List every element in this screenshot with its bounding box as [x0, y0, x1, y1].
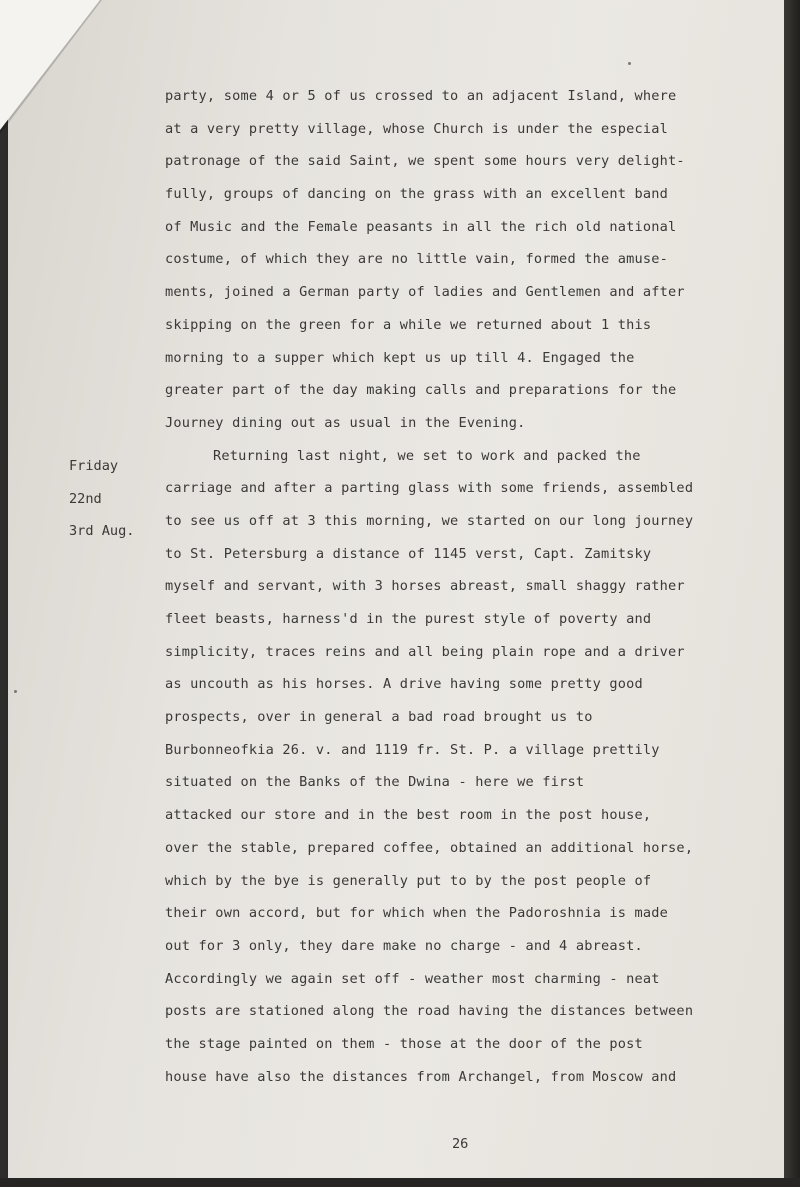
text-line: attacked our store and in the best room in the post house,	[165, 807, 652, 824]
text-line: patronage of the said Saint, we spent some hours very delight-	[165, 153, 685, 170]
margin-day: Friday	[69, 458, 119, 474]
text-line: posts are stationed along the road having the distances between	[165, 1003, 694, 1020]
text-line: greater part of the day making calls and preparations for the	[165, 382, 677, 399]
text-line: morning to a supper which kept us up till 4. Engaged the	[165, 349, 635, 366]
text-line: Returning last night, we set to work and packed the	[213, 447, 641, 464]
text-line: prospects, over in general a bad road brought us to	[165, 709, 593, 726]
text-line: to see us off at 3 this morning, we started on our long journey	[165, 512, 694, 529]
text-line: of Music and the Female peasants in all the rich old national	[165, 218, 677, 235]
text-line: their own accord, but for which when the Padoroshnia is made	[165, 905, 669, 922]
margin-date-new-style: 3rd Aug.	[69, 523, 135, 540]
text-line: at a very pretty village, whose Church is under the especial	[165, 120, 669, 137]
text-line: simplicity, traces reins and all being plain rope and a driver	[165, 643, 685, 660]
text-line: myself and servant, with 3 horses abreast, small shaggy rather	[165, 578, 685, 595]
paper-speck	[14, 690, 17, 693]
text-line: Burbonneofkia 26. v. and 1119 fr. St. P. a village prettily	[165, 741, 660, 758]
background-bottom	[0, 1178, 800, 1187]
text-line: Accordingly we again set off - weather most charming - neat	[165, 970, 660, 987]
text-line: which by the bye is generally put to by the post people of	[165, 872, 652, 889]
text-line: out for 3 only, they dare make no charge - and 4 abreast.	[165, 937, 643, 954]
text-line: house have also the distances from Archangel, from Moscow and	[165, 1068, 677, 1085]
margin-date-old-style: 22nd	[69, 490, 102, 507]
margin-date-notes	[69, 450, 134, 548]
text-line: Journey dining out as usual in the Evening.	[165, 414, 526, 431]
text-line: skipping on the green for a while we returned about 1 this	[165, 316, 652, 333]
page-number: 26	[452, 1136, 469, 1152]
text-line: fully, groups of dancing on the grass with an excellent band	[165, 186, 669, 203]
text-line: ments, joined a German party of ladies and Gentlemen and after	[165, 284, 685, 301]
paper-speck	[628, 62, 631, 65]
text-line: situated on the Banks of the Dwina - here we first	[165, 774, 585, 791]
text-line: the stage painted on them - those at the door of the post	[165, 1035, 643, 1052]
text-line: costume, of which they are no little vain, formed the amuse-	[165, 251, 669, 268]
body-text	[165, 80, 775, 1093]
text-line: fleet beasts, harness'd in the purest style of poverty and	[165, 611, 652, 627]
text-line: over the stable, prepared coffee, obtained an additional horse,	[165, 839, 694, 856]
background-edge	[784, 0, 800, 1187]
text-line: party, some 4 or 5 of us crossed to an adjacent Island, where	[165, 88, 677, 104]
text-line: carriage and after a parting glass with some friends, assembled	[165, 480, 694, 497]
text-line: as uncouth as his horses. A drive having some pretty good	[165, 676, 643, 693]
text-line: to St. Petersburg a distance of 1145 verst, Capt. Zamitsky	[165, 545, 652, 562]
